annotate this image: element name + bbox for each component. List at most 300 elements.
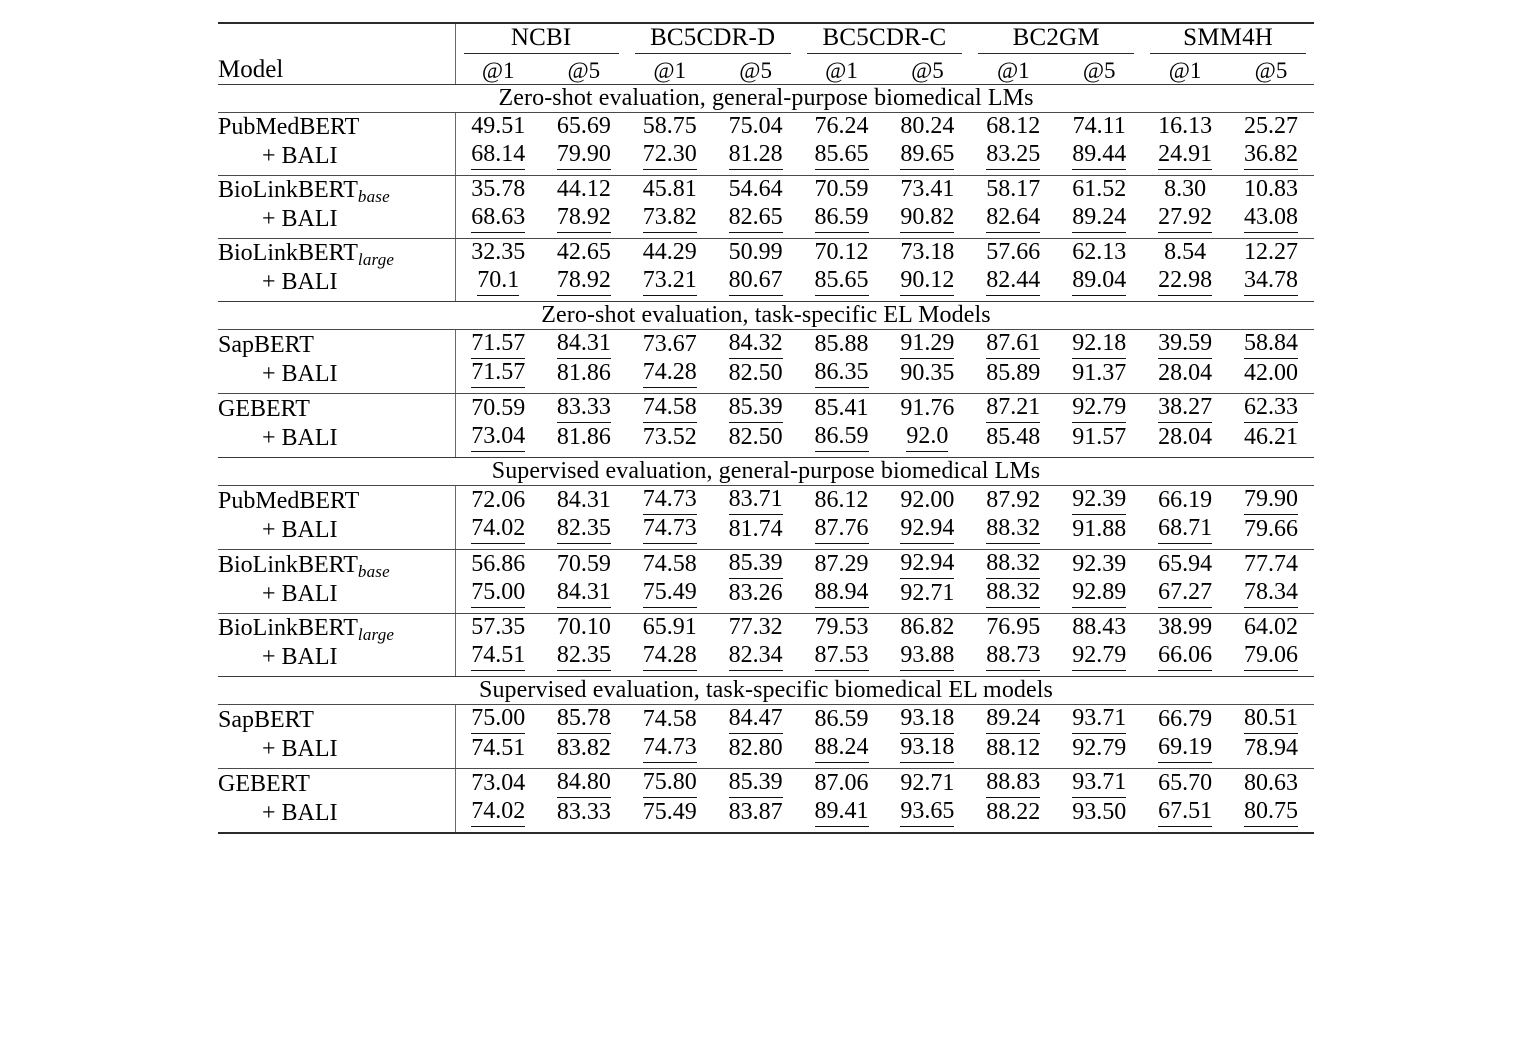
column-group-header-ncbi: NCBI: [510, 24, 572, 51]
cell-value: [713, 176, 799, 205]
cell-value: [970, 486, 1056, 516]
cell-value: [884, 486, 970, 516]
value: 42.00: [1244, 360, 1299, 386]
value: 78.94: [1244, 735, 1299, 761]
column-group-header-bc5cdr-c: BC5CDR-C: [822, 24, 947, 51]
cell-value: [884, 267, 970, 296]
cell-value: [884, 113, 970, 142]
cell-value: [1228, 550, 1314, 580]
value-underlined: 92.94: [900, 550, 954, 579]
metric-header-1: @5: [567, 58, 601, 83]
cell-value: [713, 330, 799, 360]
value-underlined: 74.02: [471, 515, 525, 544]
value-underlined: 80.75: [1244, 798, 1298, 827]
value: 92.79: [1072, 735, 1127, 761]
table-row: [218, 394, 1314, 424]
cell-value: [799, 550, 885, 580]
cell-value: [799, 359, 885, 388]
cell-value: [713, 359, 799, 388]
value: 82.50: [728, 360, 783, 386]
cell-value: [1228, 239, 1314, 268]
cell-value: [799, 239, 885, 268]
cell-value: [541, 486, 627, 516]
value: 83.26: [728, 580, 783, 606]
section-header-0: Zero-shot evaluation, general-purpose biomedical LMs: [498, 85, 1034, 111]
value-underlined: 79.90: [557, 141, 611, 170]
cell-value: [799, 330, 885, 360]
cell-value: [627, 267, 713, 296]
page-title: Model: [218, 23, 455, 84]
cell-value: [1228, 204, 1314, 233]
cell-value: [1056, 204, 1142, 233]
value-underlined: 92.79: [1072, 642, 1126, 671]
value-underlined: 75.49: [643, 579, 697, 608]
cell-value: [970, 239, 1056, 268]
value: 73.04: [471, 770, 526, 796]
cell-value: [1056, 394, 1142, 424]
cell-value: [1228, 642, 1314, 671]
value-underlined: 78.92: [557, 267, 611, 296]
value: 73.41: [900, 176, 955, 202]
value-underlined: 82.35: [557, 515, 611, 544]
value-underlined: 90.82: [900, 204, 954, 233]
value-underlined: 82.44: [986, 267, 1040, 296]
metric-header-0: @1: [481, 58, 515, 83]
cell-value: [627, 359, 713, 388]
table-row: [218, 642, 1314, 671]
section-header-2: Supervised evaluation, general-purpose biomedical LMs: [491, 458, 1041, 484]
cell-value: [1142, 614, 1228, 643]
value: 87.92: [986, 487, 1041, 513]
value: 12.27: [1244, 239, 1299, 265]
value: 88.12: [986, 735, 1041, 761]
cell-value: [713, 204, 799, 233]
cell-value: [1142, 267, 1228, 296]
cell-value: [541, 239, 627, 268]
column-group-header-bc5cdr-d: BC5CDR-D: [650, 24, 776, 51]
value: 82.80: [728, 735, 783, 761]
cell-value: [713, 113, 799, 142]
cell-value: [541, 734, 627, 763]
cell-value: [970, 359, 1056, 388]
row-model-name: SapBERT: [218, 330, 455, 360]
value-underlined: 89.24: [986, 705, 1040, 734]
value: 92.00: [900, 487, 955, 513]
value: 79.66: [1244, 516, 1299, 542]
table-row: [218, 515, 1314, 544]
value-underlined: 92.89: [1072, 579, 1126, 608]
value-underlined: 83.71: [729, 486, 783, 515]
value-underlined: 75.00: [471, 579, 525, 608]
value: 54.64: [728, 176, 783, 202]
row-model-name: GEBERT: [218, 394, 455, 424]
cell-value: [1142, 550, 1228, 580]
value-underlined: 72.30: [643, 141, 697, 170]
cell-value: [884, 769, 970, 799]
value: 76.24: [814, 113, 869, 139]
cell-value: [1228, 798, 1314, 827]
cell-value: [713, 798, 799, 827]
cell-value: [1056, 486, 1142, 516]
value-underlined: 74.58: [643, 394, 697, 423]
value: 57.66: [986, 239, 1041, 265]
value-underlined: 88.94: [815, 579, 869, 608]
cell-value: [799, 642, 885, 671]
cell-value: [627, 705, 713, 735]
value-underlined: 69.19: [1158, 734, 1212, 763]
value-underlined: 92.94: [900, 515, 954, 544]
results-table: [218, 22, 1314, 834]
row-model-name: + BALI: [218, 515, 455, 544]
cell-value: [970, 614, 1056, 643]
value-underlined: 85.39: [729, 394, 783, 423]
metric-header-6: @1: [996, 58, 1030, 83]
value-underlined: 22.98: [1158, 267, 1212, 296]
value: 91.37: [1072, 360, 1127, 386]
value-underlined: 86.35: [815, 359, 869, 388]
value: 64.02: [1244, 614, 1299, 640]
value: 86.12: [814, 487, 869, 513]
cell-value: [713, 579, 799, 608]
cell-value: [627, 550, 713, 580]
value: 85.48: [986, 424, 1041, 450]
value-underlined: 36.82: [1244, 141, 1298, 170]
model-size-subscript: base: [357, 187, 390, 206]
cell-value: [627, 642, 713, 671]
cell-value: [799, 141, 885, 170]
cell-value: [1056, 359, 1142, 388]
value-underlined: 82.34: [729, 642, 783, 671]
value: 44.12: [556, 176, 611, 202]
cell-value: [884, 394, 970, 424]
cell-value: [455, 359, 541, 388]
table-row: [218, 176, 1314, 205]
cell-value: [627, 423, 713, 452]
cell-value: [1142, 423, 1228, 452]
value: 45.81: [642, 176, 697, 202]
value: 70.10: [556, 614, 611, 640]
value: 57.35: [471, 614, 526, 640]
cell-value: [713, 734, 799, 763]
value: 28.04: [1158, 360, 1213, 386]
value-underlined: 89.44: [1072, 141, 1126, 170]
value-underlined: 85.78: [557, 705, 611, 734]
value-underlined: 74.73: [643, 734, 697, 763]
cell-value: [884, 642, 970, 671]
cell-value: [799, 769, 885, 799]
cell-value: [541, 176, 627, 205]
cell-value: [713, 550, 799, 580]
row-model-name: + BALI: [218, 734, 455, 763]
value: 77.32: [728, 614, 783, 640]
cell-value: [627, 239, 713, 268]
value-underlined: 75.00: [471, 705, 525, 734]
cell-value: [713, 614, 799, 643]
cell-value: [455, 515, 541, 544]
cell-value: [713, 267, 799, 296]
cell-value: [541, 204, 627, 233]
cell-value: [713, 642, 799, 671]
cell-value: [1142, 769, 1228, 799]
cell-value: [455, 769, 541, 799]
value: 92.71: [900, 580, 955, 606]
value-underlined: 81.28: [729, 141, 783, 170]
cell-value: [799, 705, 885, 735]
row-model-name: + BALI: [218, 423, 455, 452]
value-underlined: 88.73: [986, 642, 1040, 671]
cell-value: [970, 550, 1056, 580]
cell-value: [1228, 579, 1314, 608]
value-underlined: 74.28: [643, 642, 697, 671]
cell-value: [627, 141, 713, 170]
cell-value: [1142, 798, 1228, 827]
cell-value: [1142, 330, 1228, 360]
value-underlined: 83.25: [986, 141, 1040, 170]
table-row: [218, 267, 1314, 296]
value: 58.17: [986, 176, 1041, 202]
column-group-header-smm4h: SMM4H: [1183, 24, 1274, 51]
cell-value: [884, 515, 970, 544]
value-underlined: 93.18: [900, 705, 954, 734]
cell-value: [970, 515, 1056, 544]
value: 90.35: [900, 360, 955, 386]
row-model-name: + BALI: [218, 642, 455, 671]
value-underlined: 89.04: [1072, 267, 1126, 296]
cell-value: [884, 550, 970, 580]
value-underlined: 87.21: [986, 394, 1040, 423]
value: 58.75: [642, 113, 697, 139]
table-row: [218, 141, 1314, 170]
cell-value: [627, 113, 713, 142]
value: 88.22: [986, 799, 1041, 825]
cell-value: [884, 423, 970, 452]
cell-value: [1056, 579, 1142, 608]
value: 76.95: [986, 614, 1041, 640]
cell-value: [627, 330, 713, 360]
cell-value: [970, 394, 1056, 424]
cell-value: [884, 705, 970, 735]
value-underlined: 92.79: [1072, 394, 1126, 423]
cell-value: [541, 579, 627, 608]
cell-value: [713, 394, 799, 424]
value: 49.51: [471, 113, 526, 139]
cell-value: [713, 239, 799, 268]
cell-value: [1056, 705, 1142, 735]
cell-value: [541, 550, 627, 580]
cell-value: [1056, 176, 1142, 205]
cell-value: [455, 579, 541, 608]
row-model-name: BioLinkBERT$_{base}$: [218, 550, 455, 580]
value: 46.21: [1244, 424, 1299, 450]
cell-value: [1228, 330, 1314, 360]
value-underlined: 93.65: [900, 798, 954, 827]
cell-value: [627, 579, 713, 608]
cell-value: [1056, 614, 1142, 643]
value-underlined: 84.31: [557, 330, 611, 359]
value-underlined: 92.39: [1072, 486, 1126, 515]
value: 66.19: [1158, 487, 1213, 513]
metric-header-2: @1: [653, 58, 687, 83]
table-row: [218, 550, 1314, 580]
value: 77.74: [1244, 551, 1299, 577]
cell-value: [541, 614, 627, 643]
cell-value: [1228, 113, 1314, 142]
cell-value: [1056, 798, 1142, 827]
value-underlined: 58.84: [1244, 330, 1298, 359]
value-underlined: 62.33: [1244, 394, 1298, 423]
cell-value: [970, 267, 1056, 296]
cell-value: [1142, 141, 1228, 170]
metric-header-3: @5: [739, 58, 772, 83]
value-underlined: 73.82: [643, 204, 697, 233]
value: 85.41: [814, 395, 869, 421]
value-underlined: 87.61: [986, 330, 1040, 359]
cell-value: [970, 769, 1056, 799]
value-underlined: 85.39: [729, 769, 783, 798]
value: 66.79: [1158, 706, 1213, 732]
value: 91.88: [1072, 516, 1127, 542]
value-underlined: 66.06: [1158, 642, 1212, 671]
value-underlined: 92.0: [906, 423, 948, 452]
table-row: [218, 239, 1314, 268]
cell-value: [970, 734, 1056, 763]
value-underlined: 71.57: [471, 359, 525, 388]
cell-value: [1228, 359, 1314, 388]
value: 83.33: [556, 799, 611, 825]
cell-value: [884, 359, 970, 388]
cell-value: [455, 423, 541, 452]
model-size-subscript: large: [357, 625, 395, 644]
value: 91.57: [1072, 424, 1127, 450]
value: 83.82: [556, 735, 611, 761]
value-underlined: 74.28: [643, 359, 697, 388]
value-underlined: 73.04: [471, 423, 525, 452]
value: 56.86: [471, 551, 526, 577]
value-underlined: 91.29: [900, 330, 954, 359]
value: 73.67: [642, 331, 697, 357]
value-underlined: 82.35: [557, 642, 611, 671]
cell-value: [970, 705, 1056, 735]
cell-value: [1142, 176, 1228, 205]
cell-value: [799, 423, 885, 452]
value: 81.86: [556, 424, 611, 450]
value-underlined: 68.71: [1158, 515, 1212, 544]
model-size-subscript: large: [357, 250, 395, 269]
cell-value: [970, 204, 1056, 233]
value-underlined: 43.08: [1244, 204, 1298, 233]
cell-value: [799, 798, 885, 827]
value-underlined: 38.27: [1158, 394, 1212, 423]
cell-value: [884, 330, 970, 360]
model-size-subscript: base: [357, 562, 390, 581]
cell-value: [541, 705, 627, 735]
cell-value: [455, 113, 541, 142]
value-underlined: 90.12: [900, 267, 954, 296]
cell-value: [884, 141, 970, 170]
row-model-name: + BALI: [218, 267, 455, 296]
value-underlined: 67.27: [1158, 579, 1212, 608]
cell-value: [541, 642, 627, 671]
section-header-1: Zero-shot evaluation, task-specific EL Models: [541, 302, 991, 328]
value-underlined: 87.76: [815, 515, 869, 544]
cell-value: [799, 579, 885, 608]
value: 73.52: [642, 424, 697, 450]
value-underlined: 27.92: [1158, 204, 1212, 233]
cell-value: [713, 141, 799, 170]
metric-header-7: @5: [1082, 58, 1116, 83]
value: 32.35: [471, 239, 526, 265]
cell-value: [1228, 614, 1314, 643]
value: 80.24: [900, 113, 955, 139]
table-row: [218, 734, 1314, 763]
cell-value: [1142, 579, 1228, 608]
cell-value: [455, 204, 541, 233]
row-model-name: BioLinkBERT$_{base}$: [218, 176, 455, 205]
value: 65.70: [1158, 770, 1213, 796]
row-model-name: + BALI: [218, 579, 455, 608]
table-row: [218, 579, 1314, 608]
value-underlined: 88.32: [986, 515, 1040, 544]
cell-value: [455, 176, 541, 205]
cell-value: [1056, 113, 1142, 142]
value: 83.87: [728, 799, 783, 825]
table-bottom-rule: [218, 832, 1314, 833]
cell-value: [1228, 176, 1314, 205]
cell-value: [627, 394, 713, 424]
value-underlined: 71.57: [471, 330, 525, 359]
value: 86.82: [900, 614, 955, 640]
value-underlined: 89.24: [1072, 204, 1126, 233]
cell-value: [455, 239, 541, 268]
cell-value: [970, 642, 1056, 671]
metric-header-9: @5: [1254, 58, 1288, 83]
value-underlined: 92.18: [1072, 330, 1126, 359]
cell-value: [970, 423, 1056, 452]
value-underlined: 93.71: [1072, 705, 1126, 734]
value: 72.06: [471, 487, 526, 513]
value: 86.59: [814, 706, 869, 732]
row-model-name: BioLinkBERT$_{large}$: [218, 239, 455, 268]
cell-value: [1142, 359, 1228, 388]
cell-value: [627, 515, 713, 544]
value-underlined: 84.32: [729, 330, 783, 359]
value: 62.13: [1072, 239, 1127, 265]
value-underlined: 80.67: [729, 267, 783, 296]
value: 73.18: [900, 239, 955, 265]
value: 70.12: [814, 239, 869, 265]
value-underlined: 78.92: [557, 204, 611, 233]
value-underlined: 80.51: [1244, 705, 1298, 734]
cell-value: [455, 550, 541, 580]
value: 70.59: [556, 551, 611, 577]
cell-value: [627, 204, 713, 233]
value-underlined: 39.59: [1158, 330, 1212, 359]
cell-value: [884, 798, 970, 827]
value-underlined: 85.65: [815, 267, 869, 296]
value: 50.99: [728, 239, 783, 265]
cell-value: [799, 394, 885, 424]
value-underlined: 74.51: [471, 642, 525, 671]
value: 85.88: [814, 331, 869, 357]
cell-value: [455, 267, 541, 296]
cell-value: [713, 769, 799, 799]
cell-value: [713, 705, 799, 735]
value-underlined: 68.63: [471, 204, 525, 233]
row-model-name: + BALI: [218, 204, 455, 233]
cell-value: [1142, 705, 1228, 735]
cell-value: [799, 515, 885, 544]
value-underlined: 89.41: [815, 798, 869, 827]
